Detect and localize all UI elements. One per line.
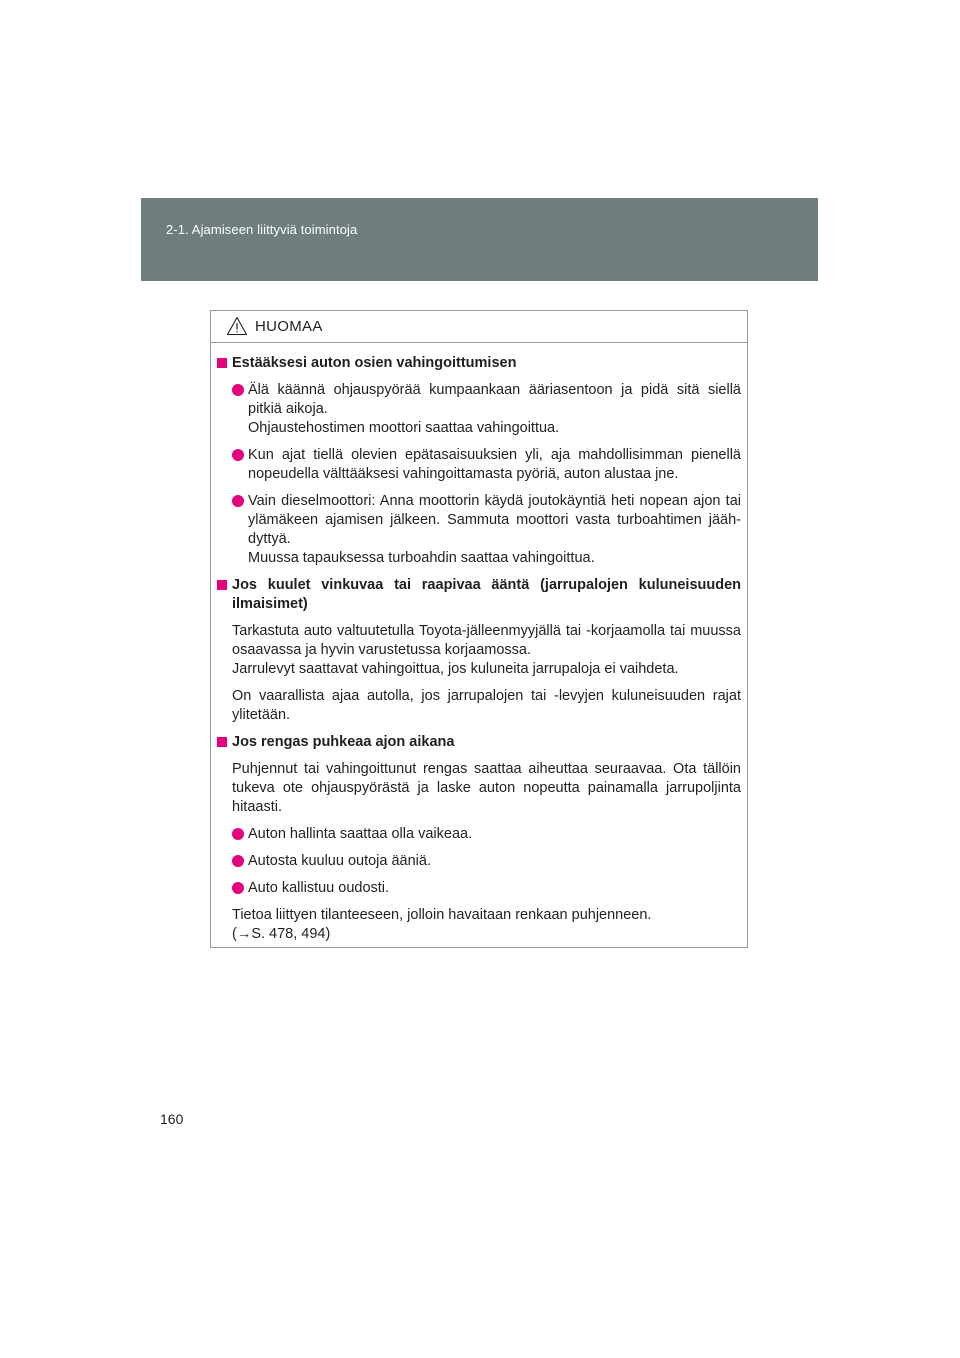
notice-label: HUOMAA [255, 318, 323, 335]
round-bullet-icon [232, 828, 244, 840]
square-bullet-icon [217, 580, 227, 590]
section-heading: Estääksesi auton osien vahingoittumisen [217, 354, 741, 373]
round-bullet-icon [232, 449, 244, 461]
paragraph: Tarkastuta auto valtuutetulla Toyota-jälleenmyyjällä tai -korjaamolla tai muussa osaavassa ja hyvin varustetussa korjaamossa. Jarrulevyt saattavat vahingoittua, jos kuluneita jarrupaloja ei vaihdeta. [232, 623, 741, 677]
list-item: Älä käännä ohjauspyörää kumpaankaan ääriasentoon ja pidä sitä siellä pitkiä aikoja. Ohjaustehostimen moottori saattaa vahingoittua. [217, 381, 741, 438]
round-bullet-icon [232, 855, 244, 867]
warning-triangle-icon [226, 316, 248, 336]
round-bullet-icon [232, 882, 244, 894]
round-bullet-icon [232, 495, 244, 507]
square-bullet-icon [217, 358, 227, 368]
paragraph: Puhjennut tai vahingoittunut rengas saattaa aiheuttaa seuraavaa. Ota tällöin tukeva ote ohjauspyörästä ja laske auton nopeutta painamalla jarrupoljinta hitaasti. [232, 761, 741, 815]
section-header-band [141, 198, 818, 281]
paragraph: On vaarallista ajaa autolla, jos jarrupalojen tai -levyjen kuluneisuuden rajat ylitetään. [232, 688, 741, 723]
page-reference-link[interactable]: (→S. 478, 494) [232, 926, 331, 942]
list-item: Auto kallistuu oudosti. [217, 879, 741, 898]
notice-header [211, 311, 747, 343]
notice-body [211, 343, 747, 944]
list-item: Auton hallinta saattaa olla vaikeaa. [217, 825, 741, 844]
list-item: Autosta kuuluu outoja ääniä. [217, 852, 741, 871]
section-heading: Jos rengas puhkeaa ajon aikana [217, 733, 741, 752]
notice-box [210, 310, 748, 948]
section-heading: Jos kuulet vinkuvaa tai raapivaa ääntä (jarrupalojen kuluneisuuden ilmaisimet) [217, 576, 741, 614]
list-item: Vain dieselmoottori: Anna moottorin käydä joutokäyntiä heti nopean ajon tai ylämäkeen ajamisen jälkeen. Sammuta moottori vasta turboahtimen jääh-dyttyä. Muussa tapauksessa turboahdin saattaa vahingoittua. [217, 492, 741, 568]
round-bullet-icon [232, 384, 244, 396]
page-number: 160 [160, 1111, 184, 1127]
section-title: 2-1. Ajamiseen liittyviä toimintoja [166, 222, 358, 237]
paragraph: Tietoa liittyen tilanteeseen, jolloin havaitaan renkaan puhjenneen. (→S. 478, 494) [217, 906, 741, 944]
square-bullet-icon [217, 737, 227, 747]
list-item: Kun ajat tiellä olevien epätasaisuuksien yli, aja mahdollisimman pienellä nopeudella välttääksesi vahingoittamasta pyöriä, auton alustaa jne. [217, 446, 741, 484]
